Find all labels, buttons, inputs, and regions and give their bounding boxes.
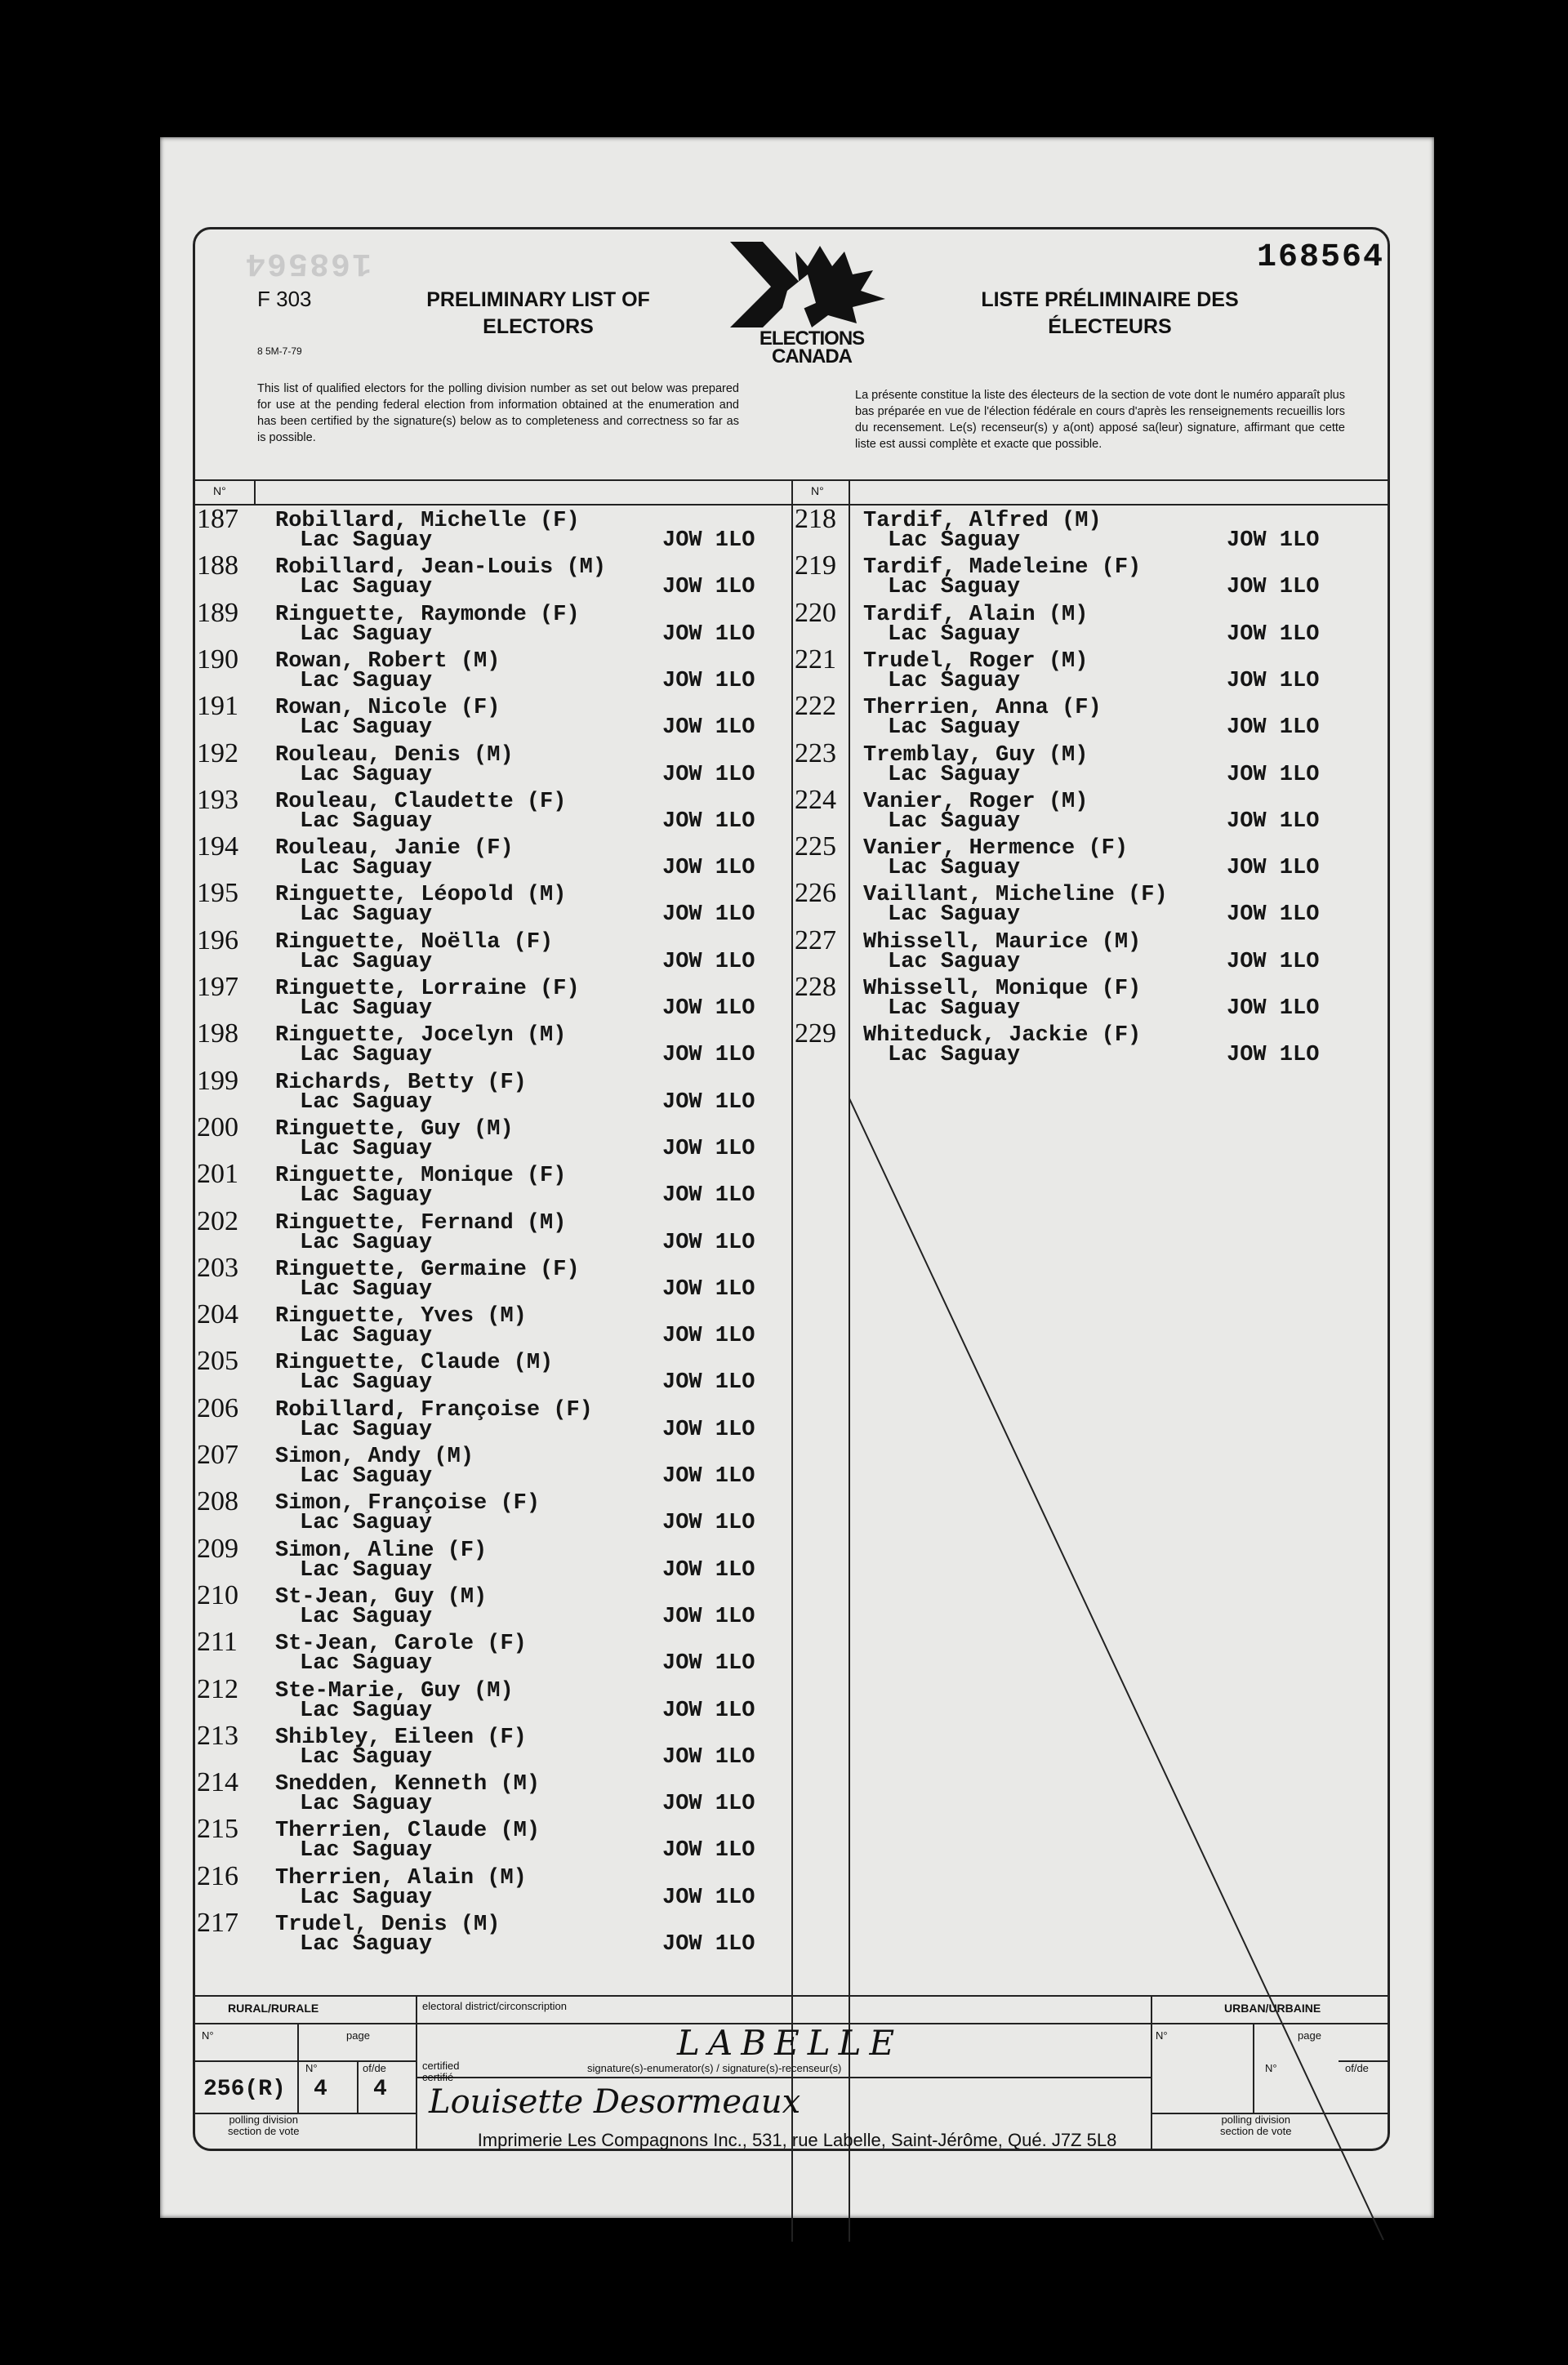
elector-name: Ringuette, Lorraine (F) [275,977,580,1001]
urban-of-label: of/de [1345,2062,1369,2074]
rule-left-no-column [254,479,256,504]
signature-label: signature(s)-enumerator(s) / signature(s)-recenseur(s) [587,2062,842,2074]
elector-number: 200 [197,1111,238,1142]
enumerator-signature: Louisette Desormeaux [429,2083,801,2121]
elector-postal-code: JOW 1LO [662,1744,755,1770]
elector-place: Lac Saguay [300,668,433,693]
elector-postal-code: JOW 1LO [662,1792,755,1817]
form-number: F 303 [257,287,312,311]
document-page [160,137,1434,2218]
elector-number: 187 [197,504,238,534]
elector-name: Rouleau, Claudette (F) [275,789,567,814]
elector-postal-code: JOW 1LO [662,949,755,974]
elector-postal-code: JOW 1LO [662,1838,755,1864]
elector-postal-code: JOW 1LO [662,1324,755,1349]
elector-place: Lac Saguay [888,856,1021,881]
elector-place: Lac Saguay [300,528,433,553]
rule-footer-pof [357,2060,359,2113]
elector-name: Therrien, Claude (M) [275,1819,541,1844]
cancellation-diagonal [849,1097,1388,2240]
elector-name: Rouleau, Denis (M) [275,742,514,768]
page-number: 4 [314,2077,327,2102]
elector-place: Lac Saguay [300,1698,433,1723]
elector-postal-code: JOW 1LO [1227,808,1320,834]
elector-number: 203 [197,1252,238,1283]
elector-postal-code: JOW 1LO [662,621,755,647]
elector-name: Ringuette, Claude (M) [275,1351,554,1376]
elector-place: Lac Saguay [300,1324,433,1349]
elector-number: 221 [795,644,836,675]
intro-french: La présente constitue la liste des électeurs de la section de vote dont le numéro apparaît plus bas préparée en vue de l'élection fédérale en cours d'après les renseignements recueillis lors du recensement. Le(s) recenseur(s) y a(ont) apposé sa(leur) signature, affirmant que cette liste est aussi complète et exacte que possible. [855,389,1345,451]
urban-label: URBAN/URBAINE [1224,2002,1321,2015]
elector-number: 217 [197,1908,238,1938]
elector-place: Lac Saguay [300,1651,433,1677]
elector-number: 223 [795,737,836,768]
printer-line: Imprimerie Les Compagnons Inc., 531, rue Labelle, Saint-Jérôme, Qué. J7Z 5L8 [477,2130,1117,2150]
elector-postal-code: JOW 1LO [662,668,755,693]
elector-number: 226 [795,878,836,909]
title-english: PRELIMINARY LIST OF ELECTORS [426,288,650,338]
elector-number: 228 [795,972,836,1002]
elector-place: Lac Saguay [300,949,433,974]
elector-place: Lac Saguay [888,902,1021,928]
elector-number: 199 [197,1065,238,1096]
elector-name: Trudel, Roger (M) [863,648,1089,674]
district-label: electoral district/circonscription [422,2000,568,2012]
elector-postal-code: JOW 1LO [662,575,755,600]
elector-postal-code: JOW 1LO [1227,949,1320,974]
header-no-right: N° [811,484,824,497]
urban-page-no-label: N° [1265,2062,1277,2074]
elector-name: Trudel, Denis (M) [275,1913,501,1937]
rule-footer-urban [1151,1995,1152,2150]
elector-name: Ringuette, Germaine (F) [275,1257,580,1282]
rural-page-label: page [346,2029,370,2042]
elector-place: Lac Saguay [300,621,433,647]
elections-canada-logo [730,242,893,367]
elector-place: Lac Saguay [300,575,433,600]
elector-number: 198 [197,1018,238,1049]
elector-number: 209 [197,1533,238,1564]
elector-number: 201 [197,1159,238,1190]
elector-name: Ringuette, Raymonde (F) [275,602,580,627]
elector-postal-code: JOW 1LO [662,1885,755,1910]
elector-number: 195 [197,878,238,909]
elector-place: Lac Saguay [300,996,433,1021]
elector-postal-code: JOW 1LO [662,1932,755,1957]
elector-name: Whissell, Monique (F) [863,977,1142,1001]
elector-place: Lac Saguay [300,1744,433,1770]
elector-name: Whissell, Maurice (M) [863,929,1142,955]
elector-place: Lac Saguay [300,1043,433,1068]
elector-postal-code: JOW 1LO [662,1557,755,1583]
elector-place: Lac Saguay [300,762,433,787]
elector-name: Vanier, Roger (M) [863,789,1089,814]
elector-number: 196 [197,924,238,955]
elector-name: Tardif, Alfred (M) [863,509,1102,533]
title-french: LISTE PRÉLIMINAIRE DES ÉLECTEURS [981,288,1239,338]
elector-name: Ringuette, Yves (M) [275,1304,527,1329]
elector-place: Lac Saguay [888,949,1021,974]
elector-postal-code: JOW 1LO [662,1230,755,1255]
elector-place: Lac Saguay [300,1183,433,1209]
rule-footer-top [195,1995,1388,1997]
elector-postal-code: JOW 1LO [662,996,755,1021]
urban-page-label: page [1298,2029,1321,2042]
rural-of-label: of/de [363,2062,386,2074]
rule-footer-signature [416,2077,1151,2078]
elector-name: Tardif, Madeleine (F) [863,555,1142,581]
elector-place: Lac Saguay [300,1885,433,1910]
elector-name: Robillard, Michelle (F) [275,509,580,533]
elector-place: Lac Saguay [300,1557,433,1583]
elector-postal-code: JOW 1LO [1227,715,1320,741]
elector-number: 202 [197,1205,238,1236]
elector-number: 188 [197,550,238,581]
elector-number: 210 [197,1579,238,1610]
elector-place: Lac Saguay [300,1511,433,1536]
elector-place: Lac Saguay [300,1136,433,1161]
elector-place: Lac Saguay [888,762,1021,787]
elector-number: 212 [197,1673,238,1704]
elector-name: Vanier, Hermence (F) [863,836,1129,862]
elector-postal-code: JOW 1LO [1227,856,1320,881]
elector-place: Lac Saguay [888,1043,1021,1068]
elector-place: Lac Saguay [300,1417,433,1442]
elector-postal-code: JOW 1LO [1227,668,1320,693]
elector-number: 194 [197,831,238,862]
elector-number: 207 [197,1440,238,1470]
elector-number: 227 [795,924,836,955]
elector-name: Rouleau, Janie (F) [275,836,514,862]
elector-name: Robillard, Jean-Louis (M) [275,555,607,581]
elector-postal-code: JOW 1LO [662,528,755,553]
elector-number: 193 [197,784,238,815]
elector-place: Lac Saguay [888,575,1021,600]
elector-number: 215 [197,1814,238,1845]
elector-place: Lac Saguay [300,1089,433,1115]
elector-number: 192 [197,737,238,768]
elector-postal-code: JOW 1LO [662,1276,755,1302]
elector-place: Lac Saguay [300,1276,433,1302]
elector-number: 205 [197,1346,238,1377]
elector-number: 197 [197,972,238,1002]
elector-postal-code: JOW 1LO [662,1089,755,1115]
elector-place: Lac Saguay [888,668,1021,693]
rule-footer-rural [416,1995,417,2150]
elector-name: Ringuette, Léopold (M) [275,883,567,908]
maple-leaf-x-icon [730,242,893,327]
elector-number: 224 [795,784,836,815]
elector-place: Lac Saguay [300,1838,433,1864]
elector-place: Lac Saguay [300,1792,433,1817]
certified-label: certified certifié [422,2060,460,2083]
rule-center-left [791,479,793,2242]
elector-name: Rowan, Robert (M) [275,648,501,674]
elector-name: Ringuette, Noëlla (F) [275,929,554,955]
logo-text: ELECTIONS CANADA [759,327,865,367]
elector-postal-code: JOW 1LO [662,1698,755,1723]
elector-name: Tremblay, Guy (M) [863,742,1089,768]
header-no-left: N° [213,484,226,497]
elector-number: 208 [197,1486,238,1517]
urban-no-label: N° [1156,2029,1168,2042]
elector-number: 219 [795,550,836,581]
elector-place: Lac Saguay [888,996,1021,1021]
rural-label: RURAL/RURALE [228,2002,319,2015]
elector-number: 222 [795,691,836,722]
elector-postal-code: JOW 1LO [662,902,755,928]
elector-postal-code: JOW 1LO [662,808,755,834]
elector-number: 220 [795,597,836,628]
elector-name: Shibley, Eileen (F) [275,1725,527,1750]
elector-number: 206 [197,1392,238,1423]
electors-form [193,227,1390,2151]
elector-postal-code: JOW 1LO [662,1043,755,1068]
bleed-through-serial: 168564 [244,244,372,281]
elector-name: Simon, Aline (F) [275,1538,488,1563]
elector-postal-code: JOW 1LO [662,1370,755,1396]
elector-number: 211 [197,1627,238,1658]
elector-postal-code: JOW 1LO [1227,762,1320,787]
district-value: LABELLE [677,2023,903,2063]
elector-postal-code: JOW 1LO [662,1183,755,1209]
elector-place: Lac Saguay [888,715,1021,741]
rule-footer-urban-pdiv [1253,2023,1254,2113]
elector-place: Lac Saguay [300,856,433,881]
elector-place: Lac Saguay [300,715,433,741]
elector-name: Tardif, Alain (M) [863,602,1089,627]
elector-postal-code: JOW 1LO [662,1511,755,1536]
elector-number: 218 [795,504,836,534]
elector-name: Whiteduck, Jackie (F) [863,1023,1142,1049]
polling-division-number: 256(R) [203,2077,286,2102]
urban-polling-division-label: polling division section de vote [1220,2113,1292,2137]
intro-english: This list of qualified electors for the polling division number as set out below was prepared for use at the pending federal election from information obtained at the enumeration and has been certified by the signature(s) below as to completeness and correctness so far as is possible. [257,382,739,444]
elector-name: Simon, Andy (M) [275,1445,474,1469]
elector-place: Lac Saguay [300,1370,433,1396]
elector-name: Ringuette, Monique (F) [275,1164,567,1189]
elector-place: Lac Saguay [300,1604,433,1629]
elector-postal-code: JOW 1LO [1227,575,1320,600]
elector-postal-code: JOW 1LO [1227,902,1320,928]
elector-number: 204 [197,1299,238,1330]
elector-number: 229 [795,1018,836,1049]
elector-name: Vaillant, Micheline (F) [863,883,1168,908]
elector-postal-code: JOW 1LO [662,1417,755,1442]
page-of: 4 [373,2077,387,2102]
rule-footer-pdiv [297,2023,299,2113]
elector-name: St-Jean, Carole (F) [275,1632,527,1657]
elector-place: Lac Saguay [888,528,1021,553]
elector-postal-code: JOW 1LO [1227,1043,1320,1068]
elector-name: Snedden, Kenneth (M) [275,1772,541,1797]
elector-number: 225 [795,831,836,862]
elector-postal-code: JOW 1LO [1227,996,1320,1021]
elector-postal-code: JOW 1LO [1227,621,1320,647]
elector-place: Lac Saguay [300,902,433,928]
elector-name: Ringuette, Fernand (M) [275,1210,567,1236]
elector-postal-code: JOW 1LO [1227,528,1320,553]
elector-name: Ste-Marie, Guy (M) [275,1678,514,1704]
elector-name: Richards, Betty (F) [275,1070,527,1095]
elector-number: 189 [197,597,238,628]
elector-name: Rowan, Nicole (F) [275,696,501,721]
elector-postal-code: JOW 1LO [662,762,755,787]
elector-name: Therrien, Alain (M) [275,1865,527,1891]
elector-number: 190 [197,644,238,675]
elector-place: Lac Saguay [300,1932,433,1957]
elector-name: Robillard, Françoise (F) [275,1397,593,1423]
elector-place: Lac Saguay [888,808,1021,834]
elector-name: Therrien, Anna (F) [863,696,1102,721]
elector-name: St-Jean, Guy (M) [275,1584,488,1610]
elector-postal-code: JOW 1LO [662,1136,755,1161]
elector-place: Lac Saguay [300,808,433,834]
elector-postal-code: JOW 1LO [662,856,755,881]
print-date: 8 5M-7-79 [257,345,302,357]
rural-no-label: N° [202,2029,214,2042]
elector-postal-code: JOW 1LO [662,1604,755,1629]
rural-page-no-label: N° [305,2062,318,2074]
elector-name: Simon, Françoise (F) [275,1491,541,1517]
elector-place: Lac Saguay [888,621,1021,647]
elector-postal-code: JOW 1LO [662,715,755,741]
elector-number: 216 [197,1860,238,1891]
serial-number: 168564 [1257,239,1385,276]
elector-place: Lac Saguay [300,1230,433,1255]
elector-number: 191 [197,691,238,722]
elector-place: Lac Saguay [300,1464,433,1489]
elector-postal-code: JOW 1LO [662,1464,755,1489]
elector-number: 214 [197,1767,238,1798]
elector-postal-code: JOW 1LO [662,1651,755,1677]
polling-division-label: polling division section de vote [228,2113,300,2137]
elector-name: Ringuette, Jocelyn (M) [275,1023,567,1049]
elector-name: Ringuette, Guy (M) [275,1116,514,1142]
elector-number: 213 [197,1720,238,1751]
